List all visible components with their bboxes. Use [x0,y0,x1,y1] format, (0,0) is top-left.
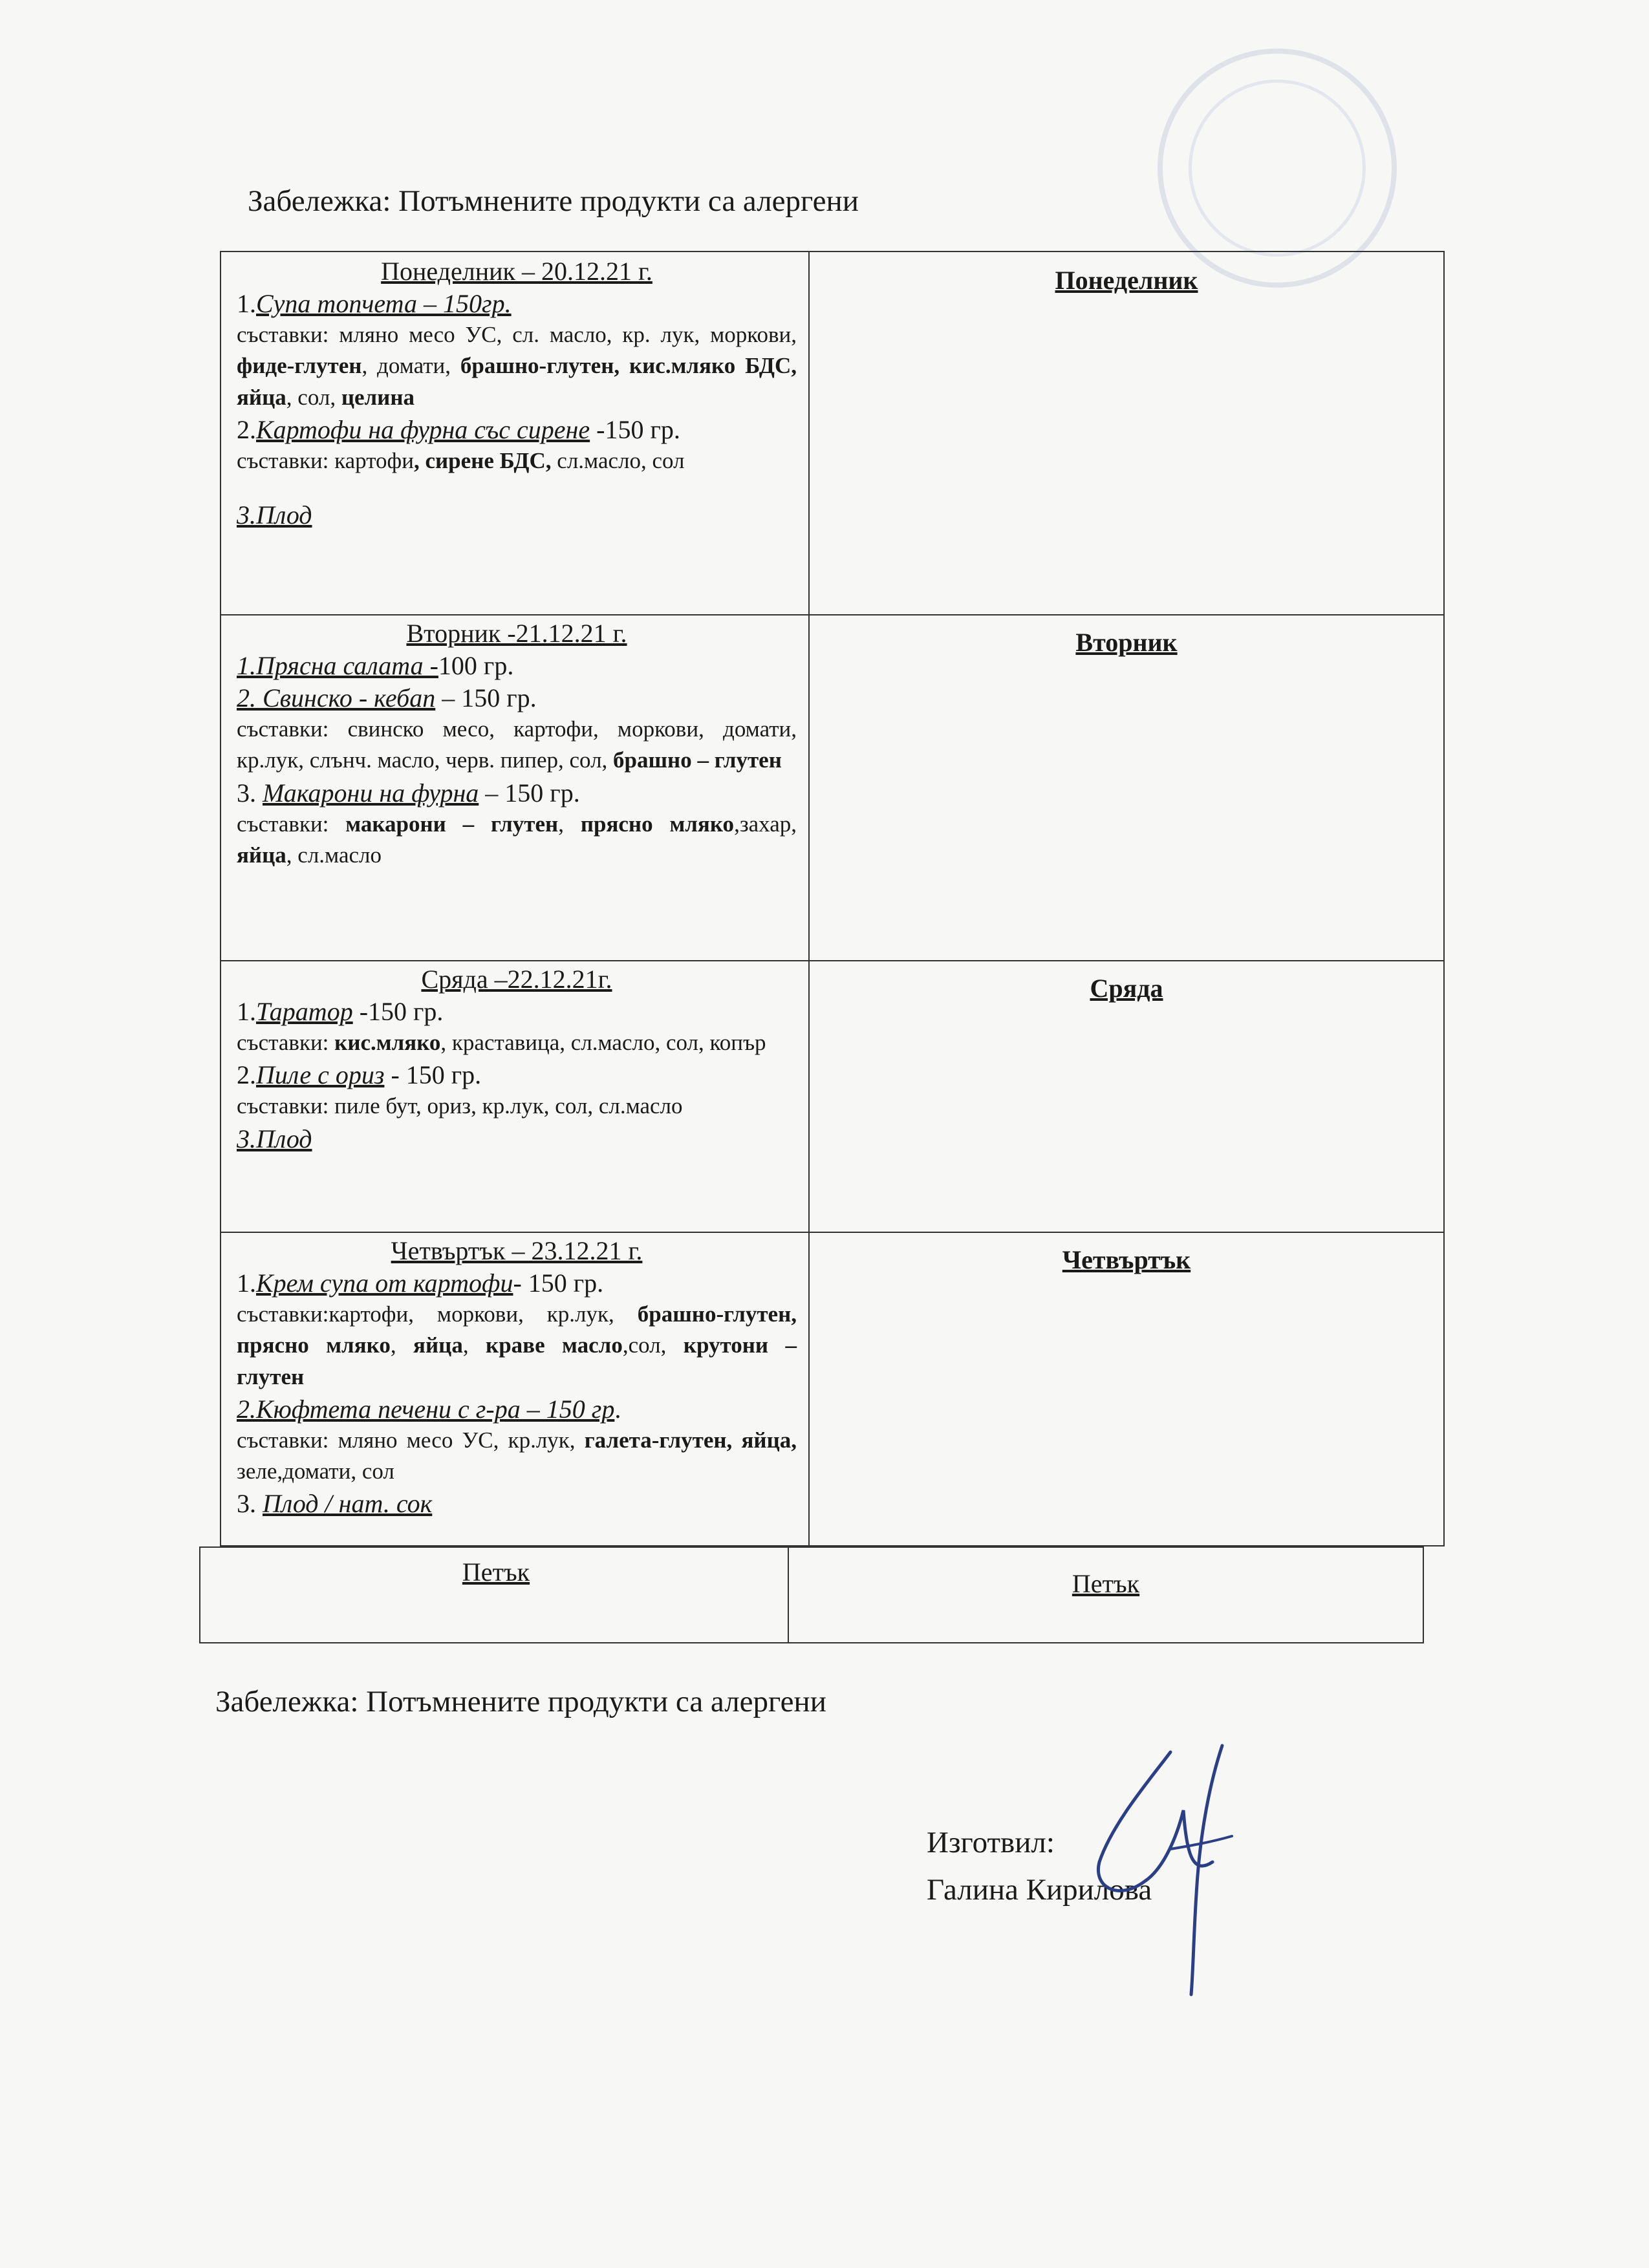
dish-number: 1. [237,1268,256,1298]
dish-name: Плод / нат. сок [263,1489,433,1519]
menu-cell-right [810,252,1443,614]
menu-row-friday [200,1548,1423,1642]
dish-ingredients [237,319,797,413]
day-header: Понеделник – 20.12.21 г. [381,257,652,286]
dish-portion: . [614,1394,621,1424]
ingredient-text: сл.масло, сол [551,447,685,473]
allergen-text: кис.мляко [334,1030,441,1055]
dish-name: 2.Кюфтета печени с г-ра – 150 гр [237,1394,615,1424]
ingredient-text: , домати, [361,353,460,379]
dish-number: 1. [237,289,256,318]
friday-right: Петък [1072,1569,1140,1598]
allergen-text: фиде-глутен [237,353,362,379]
menu-row-tuesday [221,614,1443,961]
dish-ingredients [237,1299,797,1393]
ingredient-text: съставки:картофи, моркови, кр.лук, [237,1301,638,1327]
menu-row-monday [221,252,1443,615]
dish-name: Картофи на фурна със сирене [256,414,590,444]
dish-name: Крем супа от картофи [256,1268,513,1298]
day-header-right: Вторник [1075,628,1178,657]
dish-title [237,414,797,445]
ingredient-text: съставки: [237,811,346,837]
day-header-right: Сряда [1090,974,1163,1003]
allergen-text: целина [341,384,415,410]
dish-title [237,683,797,714]
day-header: Вторник -21.12.21 г. [406,619,627,648]
allergen-text: брашно-глутен, кис.мляко БДС, яйца [237,353,797,410]
dish-list [237,288,797,531]
ingredient-text: съставки: пиле бут, ориз, кр.лук, сол, сл.масло [237,1093,683,1119]
dish-list [237,650,797,871]
allergen-text: яйца [237,842,286,868]
dish-title [237,1268,797,1299]
dish-title [237,1060,797,1091]
allergen-text: макарони – глутен [345,811,559,837]
allergen-text: галета-глутен, яйца, [584,1427,797,1453]
prepared-by-name: Галина Кирилова [927,1873,1152,1907]
day-header: Четвъртък – 23.12.21 г. [391,1236,643,1265]
allergen-text: прясно мляко [580,811,735,837]
dish-name: Пиле с ориз [256,1060,385,1090]
dish-ingredients [237,1027,797,1058]
dish-name: 2. Свинско - кебап [237,683,436,712]
dish-portion: -150 гр. [590,414,680,444]
menu-row-thursday [221,1232,1443,1545]
ingredient-text: , [558,811,581,837]
dish-number: 1. [237,997,256,1026]
menu-cell-left [221,960,810,1232]
ingredient-text: съставки: картофи [237,447,414,473]
friday-table [199,1546,1424,1643]
menu-table [220,251,1445,1546]
dish-name: Таратор [256,997,353,1026]
ingredient-text: съставки: свинско месо, картофи, моркови, домати, кр.лук, слънч. масло, черв. пипер, сол, [237,716,797,773]
allergen-text: яйца [413,1332,463,1358]
ingredient-text: съставки: [237,1030,335,1055]
allergen-text: крутони – глутен [237,1332,797,1389]
ingredient-text: ,захар, [734,811,797,837]
allergen-note-bottom: Забележка: Потъмнените продукти са алергени [215,1685,826,1718]
dish-title [237,1488,797,1519]
ingredient-text: , [462,1332,486,1358]
dish-name: 1.Прясна салата - [237,651,438,680]
allergen-text: брашно-глутен, прясно мляко [237,1301,797,1358]
menu-cell-right [810,960,1443,1232]
ingredient-text: съставки: мляно месо УС, сл. масло, кр. лук, моркови, [237,322,797,347]
dish-portion: -150 гр. [352,997,444,1026]
dish-number: 3. [237,1489,263,1519]
friday-left: Петък [462,1557,530,1587]
dish-portion: 100 гр. [438,651,514,680]
dish-name: 3.Плод [237,1124,312,1153]
dish-ingredients [237,1425,797,1488]
ingredient-text: , краставица, сл.масло, сол, копър [440,1030,766,1055]
allergen-text: краве масло [486,1332,623,1358]
dish-title [237,996,797,1027]
dish-portion: - 150 гр. [384,1060,482,1090]
dish-name: 3.Плод [237,500,312,530]
dish-portion: – 150 гр. [479,778,580,808]
dish-number: 2. [237,1060,256,1090]
ingredient-text: зеле,домати, сол [237,1459,394,1484]
menu-cell-left [200,1548,789,1642]
dish-title [237,500,797,531]
dish-portion: - 150 гр. [513,1268,604,1298]
dish-name: Супа топчета – 150гр. [256,289,512,318]
day-header-right: Понеделник [1055,266,1198,295]
dish-list [237,1268,797,1519]
allergen-text: , сирене БДС, [413,447,552,473]
dish-name: Макарони на фурна [263,778,479,808]
menu-cell-right [789,1548,1423,1642]
ingredient-text: , [390,1332,414,1358]
menu-cell-left [221,1232,810,1545]
dish-number: 3. [237,778,263,808]
dish-ingredients [237,445,797,476]
dish-title [237,778,797,809]
dish-list [237,996,797,1155]
menu-row-wednesday [221,960,1443,1233]
ingredient-text: ,сол, [622,1332,684,1358]
menu-cell-left [221,252,810,614]
dish-ingredients [237,809,797,872]
dish-number: 2. [237,414,256,444]
ingredient-text: , сл.масло [286,842,382,868]
dish-portion: – 150 гр. [435,683,537,712]
dish-title [237,1124,797,1155]
dish-title [237,288,797,319]
day-header: Сряда –22.12.21г. [421,965,612,994]
ingredient-text: , сол, [286,384,341,410]
allergen-note-top: Забележка: Потъмнените продукти са алергени [248,184,859,218]
dish-ingredients [237,714,797,776]
allergen-text: брашно – глутен [613,747,782,773]
day-header-right: Четвъртък [1062,1245,1191,1274]
menu-cell-right [810,1232,1443,1545]
handwritten-signature [1073,1739,1255,1998]
dish-title [237,650,797,681]
prepared-by-label: Изготвил: [927,1826,1055,1859]
menu-cell-left [221,614,810,960]
dish-title [237,1394,797,1425]
spacer [237,476,797,498]
dish-ingredients [237,1091,797,1122]
ingredient-text: съставки: мляно месо УС, кр.лук, [237,1427,585,1453]
menu-cell-right [810,614,1443,960]
